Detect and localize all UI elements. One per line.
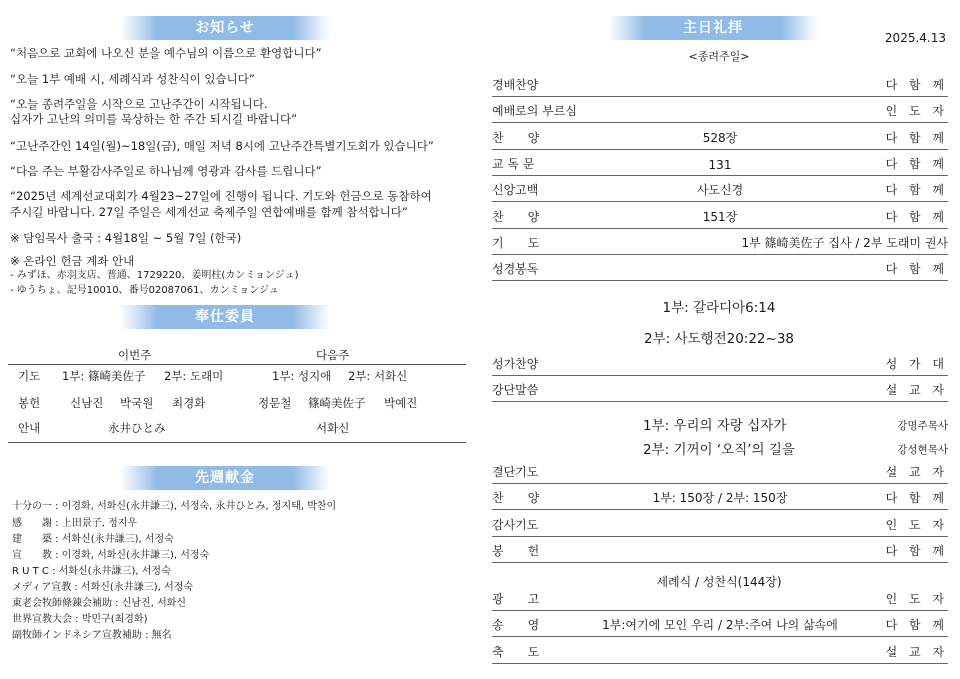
notice-2: “오늘 1부 예배 시, 세례식과 성찬식이 있습니다”	[10, 72, 255, 86]
order-row	[492, 258, 948, 281]
account-yucho: - ゆうちょ、記号10010、番号02087061、カンミョンジュ	[10, 285, 279, 296]
order-item: 송 영	[492, 618, 540, 633]
offering-line-2: 感 謝 : 上田景子, 정지우	[12, 518, 138, 529]
order-item: 예배로의 부르심	[492, 104, 577, 119]
sermon-title-2: 2부: 기꺼이 ‘오직’의 길을	[643, 442, 795, 458]
order-content: 151장	[702, 209, 738, 224]
notice-3: “오늘 종려주일을 시작으로 고난주간이 시작됩니다.	[10, 97, 268, 111]
notice-3b: 십자가 고난의 의미를 묵상하는 한 주간 되시길 바랍니다”	[10, 112, 298, 126]
order-leader: 다 함 께	[885, 618, 948, 633]
prayer-label: 기도	[18, 369, 41, 383]
order-row	[492, 641, 948, 664]
guide-next: 서화신	[316, 421, 350, 435]
next-week-header: 다음주	[316, 348, 350, 362]
order-row	[492, 379, 948, 402]
order-leader: 다 함 께	[885, 183, 948, 198]
order-leader: 다 함 께	[885, 156, 948, 171]
notice-pastor-away: ※ 담임목사 출국 : 4월18일 ~ 5월 7일 (한국)	[10, 231, 242, 245]
offering-this-1: 신남진	[70, 396, 104, 410]
order-row	[492, 74, 948, 97]
notice-1: “처음으로 교회에 나오신 분을 예수님의 이름으로 환영합니다”	[10, 46, 322, 60]
order-row	[492, 153, 948, 176]
order-row	[492, 206, 948, 229]
order-item: 성가찬양	[492, 357, 539, 371]
order-item: 강단말씀	[492, 383, 539, 398]
order-item: 축 도	[492, 644, 540, 659]
order-leader: 인 도 자	[885, 104, 948, 119]
guide-this: 永井ひとみ	[108, 421, 166, 435]
prayer-this-1: 1부: 篠崎美佐子	[62, 369, 146, 383]
preacher-2: 강성현목사	[897, 444, 948, 456]
order-leader: 다 함 께	[885, 209, 948, 224]
account-mizuho: - みずほ、赤羽支店、普通、1729220、姜明柱(カンミョンジュ)	[10, 270, 299, 281]
service-date: 2025.4.13	[884, 31, 946, 45]
notice-4: “고난주간인 14일(월)~18일(금), 매일 저녁 8시에 고난주간특별기도회가 있습니다”	[10, 139, 434, 153]
order-content: 1부:여기에 모인 우리 / 2부:주여 나의 삶속에	[602, 618, 838, 633]
order-item: 봉 헌	[492, 543, 540, 558]
order-item: 광 고	[492, 592, 540, 606]
offering-this-3: 최경화	[172, 396, 206, 410]
order-item: 교 독 문	[492, 156, 535, 171]
left-panel	[0, 0, 470, 679]
offering-line-5: R U T C : 서화신(永井謙三), 서정숙	[12, 566, 171, 577]
order-leader: 다 함 께	[885, 262, 948, 277]
notice-6b: 주시길 바랍니다. 27일 주일은 세계선교 축제주일 연합예배를 함께 참석합니다”	[10, 205, 408, 219]
offering-banner: 先週献金	[120, 466, 330, 490]
order-leader: 다 함 께	[885, 130, 948, 145]
offering-next-2: 篠崎美佐子	[308, 396, 366, 410]
order-leader: 설 교 자	[885, 465, 948, 479]
service-banner: 奉仕委員	[120, 305, 330, 329]
order-content: 528장	[702, 130, 738, 145]
this-week-header: 이번주	[118, 348, 152, 362]
order-leader: 성 가 대	[885, 357, 948, 371]
order-item: 찬 양	[492, 130, 540, 145]
order-leader: 설 교 자	[885, 383, 948, 398]
order-leader: 인 도 자	[885, 592, 948, 606]
order-row	[492, 588, 948, 611]
order-item: 감사기도	[492, 517, 539, 532]
notice-6: “2025년 세계선교대회가 4월23~27일에 진행이 됩니다. 기도와 헌금으로 동참하여	[10, 189, 432, 203]
order-row	[492, 100, 948, 123]
order-item: 찬 양	[492, 209, 540, 224]
offering-this-2: 박국원	[120, 396, 154, 410]
order-item: 찬 양	[492, 491, 540, 506]
offering-line-7: 東老会牧師條錬会補助 : 신남진, 서화신	[12, 598, 187, 609]
order-content: 사도신경	[696, 183, 744, 198]
offering-line-1: 十分の一 : 이경화, 서화신(永井謙三), 서정숙, 永井ひとみ, 정지태, 박찬이	[12, 501, 337, 512]
order-row	[492, 540, 948, 563]
order-item: 성경봉독	[492, 262, 539, 277]
service-header-rule	[8, 364, 466, 365]
service-bottom-rule	[8, 442, 466, 443]
offering-line-6: メディア宣教 : 서화신(永井謙三), 서정숙	[12, 582, 194, 593]
prayer-this-2: 2부: 도래미	[164, 369, 224, 383]
order-leader: 다 함 께	[885, 543, 948, 558]
service-subtitle: <종려주일>	[688, 50, 750, 63]
scripture-2: 2부: 사도행전20:22~38	[643, 331, 795, 347]
order-leader: 인 도 자	[885, 517, 948, 532]
order-leader: 설 교 자	[885, 644, 948, 659]
order-row	[492, 514, 948, 537]
order-row	[492, 353, 948, 376]
offering-line-9: 副牧師インドネシア宣教補助 : 無名	[12, 630, 172, 641]
order-item: 경배찬양	[492, 78, 539, 92]
guide-label: 안내	[18, 421, 41, 435]
prayer-next-2: 2부: 서화신	[348, 369, 408, 383]
sacrament-line: 세례식 / 성찬식(144장)	[656, 575, 782, 589]
offering-next-1: 정문철	[258, 396, 292, 410]
notice-5: “다음 주는 부활감사주일로 하나님께 영광과 감사를 드립니다”	[10, 164, 322, 178]
offering-next-3: 박예진	[384, 396, 418, 410]
order-row	[492, 487, 948, 510]
worship-banner: 主日礼拝	[608, 16, 818, 40]
order-content: 1부 篠崎美佐子 집사 / 2부 도래미 권사	[741, 235, 948, 250]
right-panel	[478, 0, 960, 679]
order-row	[492, 179, 948, 202]
order-item: 신앙고백	[492, 183, 539, 198]
order-item: 결단기도	[492, 465, 539, 479]
order-leader: 다 함 께	[885, 78, 948, 92]
preacher-1: 강명주목사	[897, 420, 948, 432]
notice-banner: お知らせ	[120, 16, 330, 40]
order-row	[492, 232, 948, 255]
offering-line-3: 建 築 : 서화신(永井謙三), 서정숙	[12, 534, 174, 545]
scripture-1: 1부: 갈라디아6:14	[662, 300, 776, 316]
offering-label: 봉헌	[18, 396, 41, 410]
sermon-title-1: 1부: 우리의 자랑 십자가	[643, 418, 787, 434]
order-content: 131	[708, 157, 732, 172]
offering-line-8: 世界宣教大会 : 박민구(최경화)	[12, 614, 148, 625]
order-leader: 다 함 께	[885, 491, 948, 506]
order-item: 기 도	[492, 235, 540, 250]
prayer-next-1: 1부: 성지애	[272, 369, 332, 383]
offering-line-4: 宣 教 : 이경화, 서화신(永井謙三), 서정숙	[12, 550, 210, 561]
order-content: 1부: 150장 / 2부: 150장	[652, 491, 788, 506]
order-row	[492, 614, 948, 637]
order-row	[492, 127, 948, 150]
order-row	[492, 461, 948, 484]
notice-online-offering: ※ 온라인 헌금 계좌 안내	[10, 254, 135, 268]
